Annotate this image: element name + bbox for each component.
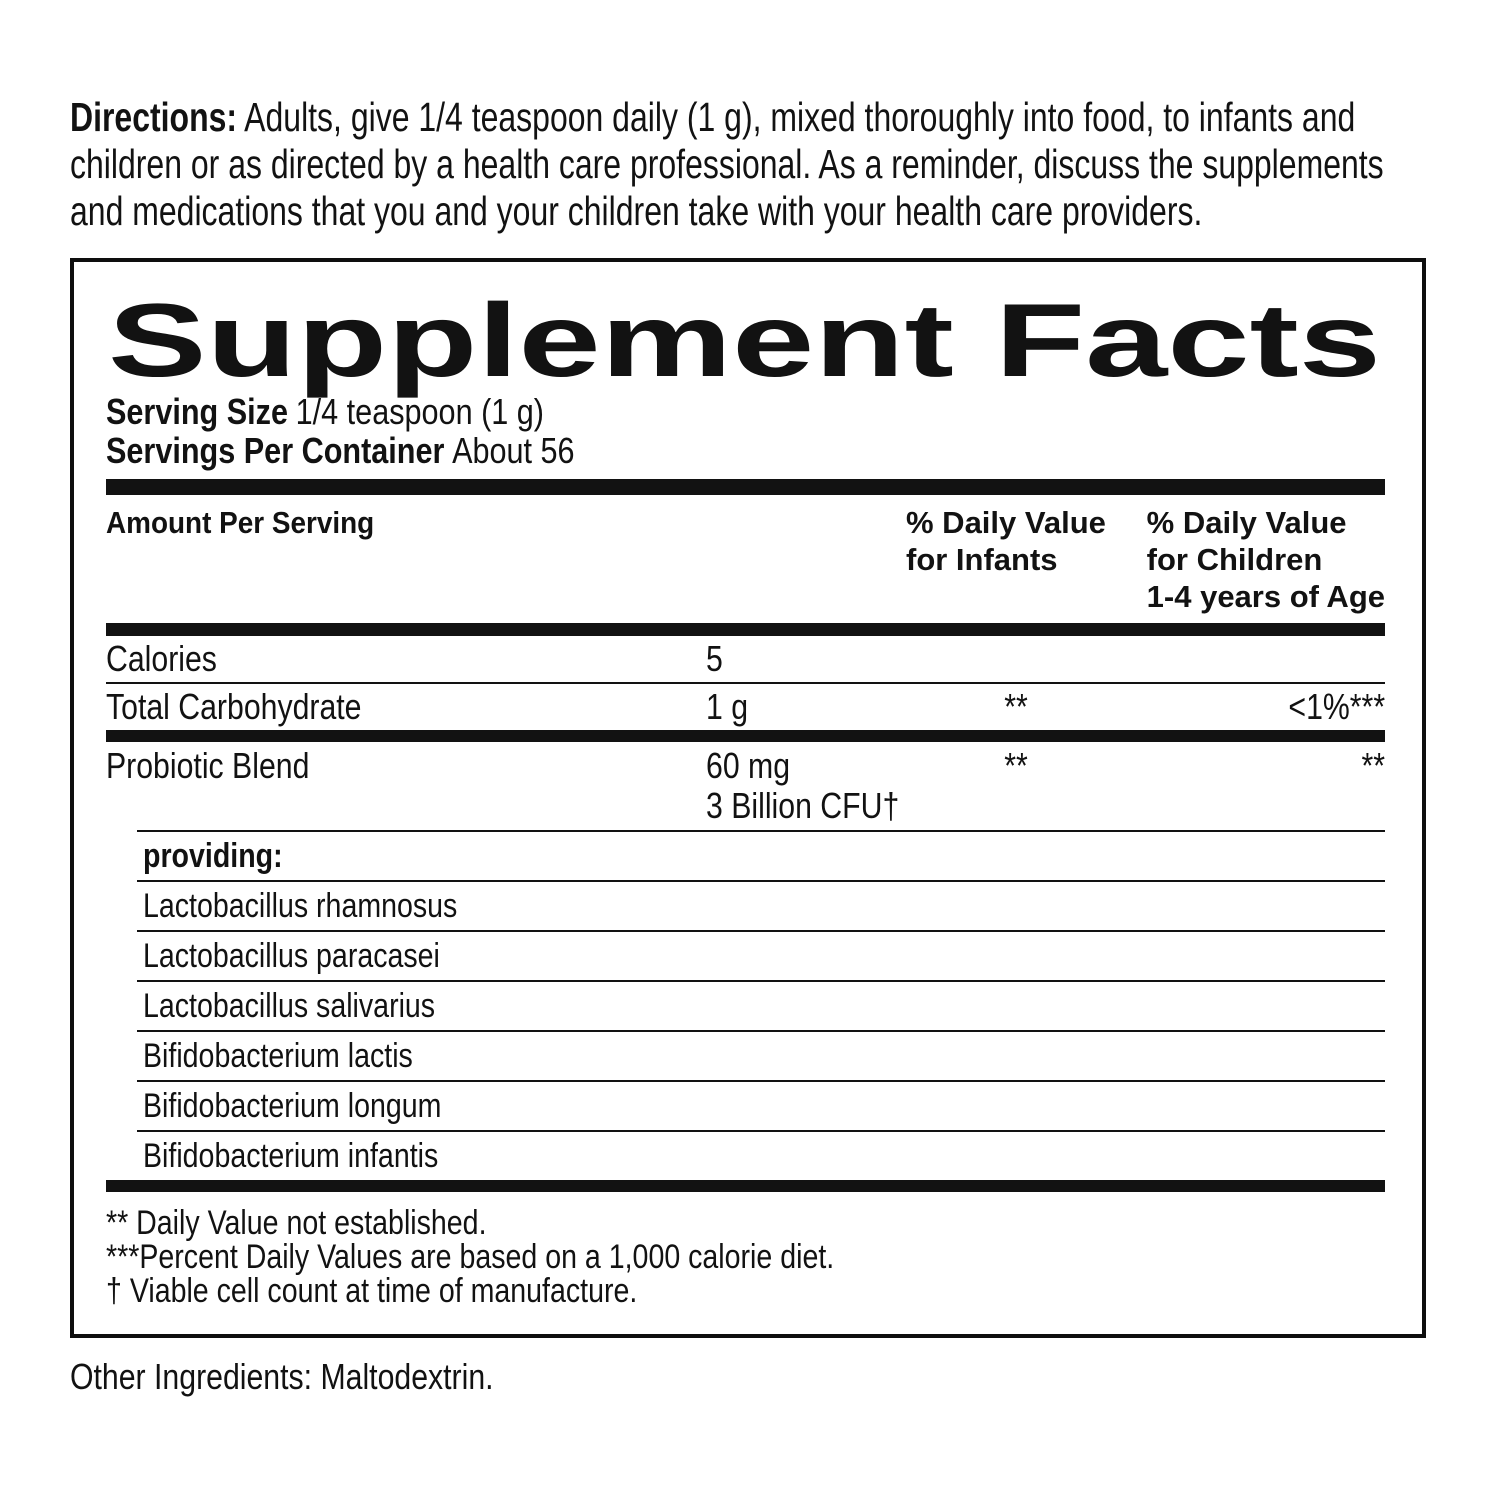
row-strain-longum: Bifidobacterium longum	[143, 1087, 442, 1125]
directions-line1-text: Adults, give 1/4 teaspoon daily (1 g), mixed thoroughly into food, to infants and	[237, 94, 1356, 140]
directions-paragraph	[70, 94, 1500, 235]
row-calories-amount: 5	[706, 638, 723, 679]
table-header	[106, 495, 1385, 623]
footnote-dv-not-established: ** Daily Value not established.	[106, 1204, 487, 1242]
row-strain-infantis: Bifidobacterium infantis	[143, 1137, 439, 1175]
servings-per-container-label: Servings Per Container	[106, 430, 445, 471]
row-probiotic-amount-cfu: 3 Billion CFU†	[706, 785, 900, 826]
footnote-percent-dv: ***Percent Daily Values are based on a 1,000 calorie diet.	[106, 1238, 835, 1276]
row-strain-rhamnosus: Lactobacillus rhamnosus	[143, 887, 458, 925]
header-dv-infants: % Daily Value for Infants	[906, 505, 1106, 577]
directions-line: children or as directed by a health care professional. As a reminder, discuss the supplements	[70, 141, 1384, 187]
row-providing	[106, 832, 1385, 880]
other-ingredients: Other Ingredients: Maltodextrin.	[70, 1356, 494, 1397]
directions-line: and medications that you and your children take with your health care providers.	[70, 188, 1203, 234]
row-strain-paracasei: Lactobacillus paracasei	[143, 937, 440, 975]
thick-divider-bar	[106, 1180, 1385, 1192]
header-amount-per-serving: Amount Per Serving	[106, 505, 375, 540]
row-total-carbohydrate	[106, 684, 1385, 730]
footnote-viable-cells: † Viable cell count at time of manufacture.	[106, 1272, 638, 1310]
row-calories-name: Calories	[106, 638, 217, 679]
providing-label: providing:	[143, 837, 283, 875]
row-carb-dv-children: <1%***	[1288, 686, 1385, 727]
panel-title	[106, 283, 1385, 399]
row-strain-salivarius: Lactobacillus salivarius	[143, 987, 436, 1025]
row-probiotic-amount-mg: 60 mg	[706, 745, 791, 786]
servings-per-container-row	[106, 431, 1385, 470]
thick-divider-bar	[106, 623, 1385, 636]
panel-title-text: Supplement Facts	[108, 283, 1381, 399]
row-strain-lactis: Bifidobacterium lactis	[143, 1037, 413, 1075]
row-carb-amount: 1 g	[706, 686, 749, 727]
row-probiotic-dv-infants: **	[1004, 745, 1028, 786]
row-probiotic-blend	[106, 742, 1385, 830]
thick-divider-bar	[106, 730, 1385, 742]
thick-divider-bar	[106, 479, 1385, 495]
row-carb-dv-infants: **	[1004, 686, 1028, 727]
footnotes	[106, 1206, 1385, 1308]
serving-size-label: Serving Size	[106, 391, 288, 432]
row-probiotic-dv-children: **	[1361, 745, 1385, 786]
directions-label: Directions:	[70, 94, 238, 140]
row-calories	[106, 636, 1385, 682]
header-dv-children: % Daily Value for Children 1-4 years of Age	[1146, 505, 1385, 614]
directions-line	[70, 94, 1384, 141]
serving-size-value: 1/4 teaspoon (1 g)	[295, 391, 545, 432]
row-carb-name: Total Carbohydrate	[106, 686, 362, 727]
row-probiotic-name: Probiotic Blend	[106, 745, 310, 786]
supplement-facts-panel	[70, 258, 1426, 1338]
servings-per-container-value: About 56	[452, 430, 575, 471]
